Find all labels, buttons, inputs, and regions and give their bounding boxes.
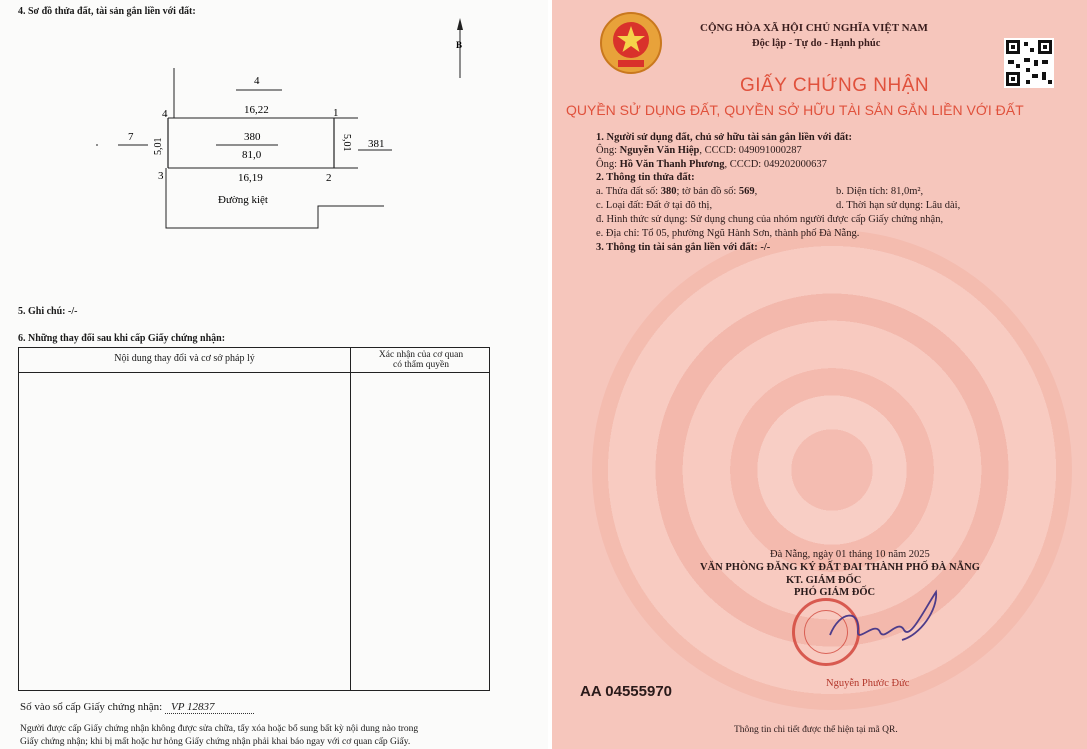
national-emblem-icon	[598, 10, 664, 76]
road-label: Đường kiệt	[218, 194, 268, 206]
section5-title: 5. Ghi chú: -/-	[18, 306, 78, 317]
register-line	[20, 701, 254, 713]
address: e. Địa chỉ: Tổ 05, phường Ngũ Hành Sơn, thành phố Đà Nẵng.	[596, 228, 860, 239]
corner-3-label: 3	[158, 170, 164, 182]
map-sheet-number: 569	[738, 186, 755, 197]
parcel-area-label: 81,0	[242, 149, 262, 161]
neighbor-left-label: 7	[128, 131, 134, 143]
corner-2-label: 2	[326, 172, 332, 184]
table-header-line	[19, 372, 489, 373]
signer-name: Nguyễn Phước Đức	[826, 678, 910, 689]
road-outline	[166, 168, 384, 228]
section1-title-text: 1. Người sử dụng đất, chủ sở hữu tài sản gắn liền với đất:	[596, 132, 853, 143]
owner1-id: , CCCD: 049091000287	[699, 145, 802, 156]
section2-title	[596, 172, 695, 184]
footnote-line2: Giấy chứng nhận; khi bị mất hoặc hư hỏng Giấy chứng nhận phải khai báo ngay với cơ quan cấp Giấy.	[20, 737, 411, 747]
left-length-label: 5,01	[153, 137, 164, 155]
certificate-subtitle: QUYỀN SỬ DỤNG ĐẤT, QUYỀN SỞ HỮU TÀI SẢN GẮN LIỀN VỚI ĐẤT	[566, 102, 1024, 118]
table-header-confirmation-line2: có thẩm quyền	[393, 360, 449, 370]
right-page	[552, 0, 1087, 749]
parcel-line-a-prefix: a. Thửa đất số:	[596, 186, 661, 197]
for-director: KT. GIÁM ĐỐC	[786, 575, 862, 586]
bottom-length-label: 16,19	[238, 172, 263, 184]
land-term: d. Thời hạn sử dụng: Lâu dài,	[836, 200, 961, 211]
owner2-id: , CCCD: 049202000637	[724, 159, 827, 170]
owner2-line	[596, 159, 827, 171]
right-length-label: 5,01	[341, 134, 352, 152]
top-length-label: 16,22	[244, 104, 269, 116]
parcel-line-a-mid: ; tờ bản đồ số:	[676, 186, 739, 197]
register-number: VP 12837	[165, 701, 255, 714]
serial-number: AA 04555970	[580, 683, 673, 700]
deputy-director: PHÓ GIÁM ĐỐC	[794, 587, 876, 598]
section2-title-text: 2. Thông tin thửa đất:	[596, 172, 695, 183]
parcel-area: b. Diện tích: 81,0m²,	[836, 186, 924, 197]
register-label: Số vào sổ cấp Giấy chứng nhận:	[20, 701, 163, 713]
certificate-title: GIẤY CHỨNG NHẬN	[740, 75, 930, 96]
neighbor-top-label: 4	[254, 75, 260, 87]
owner1-prefix: Ông:	[596, 145, 620, 156]
parcel-line-a-end: ,	[754, 186, 758, 197]
parcel-line-a	[596, 186, 757, 198]
section3-title	[596, 242, 770, 254]
footnote-line1: Người được cấp Giấy chứng nhận không được sửa chữa, tẩy xóa hoặc bổ sung bất kỳ nội dung nào trong	[20, 724, 419, 734]
qr-code-icon	[1004, 38, 1054, 88]
qr-note: Thông tin chi tiết được thể hiện tại mã QR.	[734, 725, 898, 735]
table-header-confirmation-line1: Xác nhận của cơ quan	[378, 350, 464, 360]
section4-title: 4. Sơ đồ thửa đất, tài sản gắn liền với đất:	[18, 6, 196, 17]
north-label: B	[456, 40, 463, 50]
section6-title: 6. Những thay đổi sau khi cấp Giấy chứng nhận:	[18, 333, 226, 344]
issuing-office: VĂN PHÒNG ĐĂNG KÝ ĐẤT ĐAI THÀNH PHỐ ĐÀ NẴNG	[700, 562, 980, 573]
section1-title	[596, 132, 852, 144]
parcel-number: 380	[660, 186, 677, 197]
changes-table	[18, 347, 490, 691]
owner2-name: Hồ Văn Thanh Phương	[619, 159, 725, 170]
signature-icon	[820, 580, 950, 660]
issue-date: Đà Nẵng, ngày 01 tháng 10 năm 2025	[770, 549, 930, 560]
parcel-number-label: 380	[244, 131, 261, 143]
owner1-name: Nguyễn Văn Hiệp	[619, 145, 700, 156]
corner-1-label: 1	[333, 107, 339, 119]
table-column-separator	[350, 348, 351, 690]
motto: Độc lập - Tự do - Hạnh phúc	[752, 38, 881, 49]
corner-4-label: 4	[162, 108, 168, 120]
north-arrow-icon	[457, 18, 463, 30]
neighbor-right-label: 381	[368, 138, 385, 150]
land-type: c. Loại đất: Đất ở tại đô thị,	[596, 200, 713, 211]
table-header-confirmation	[351, 350, 491, 370]
owner1-line	[596, 145, 802, 157]
table-header-content: Nội dung thay đổi và cơ sở pháp lý	[114, 353, 255, 364]
section3-title-text: 3. Thông tin tài sản gắn liền với đất: -/-	[596, 242, 771, 253]
parcel-diagram	[0, 0, 548, 300]
usage-form: đ. Hình thức sử dụng: Sử dụng chung của nhóm người được cấp Giấy chứng nhận,	[596, 214, 944, 225]
owner2-prefix: Ông:	[596, 159, 620, 170]
national-title: CỘNG HÒA XÃ HỘI CHỦ NGHĨA VIỆT NAM	[700, 22, 928, 34]
